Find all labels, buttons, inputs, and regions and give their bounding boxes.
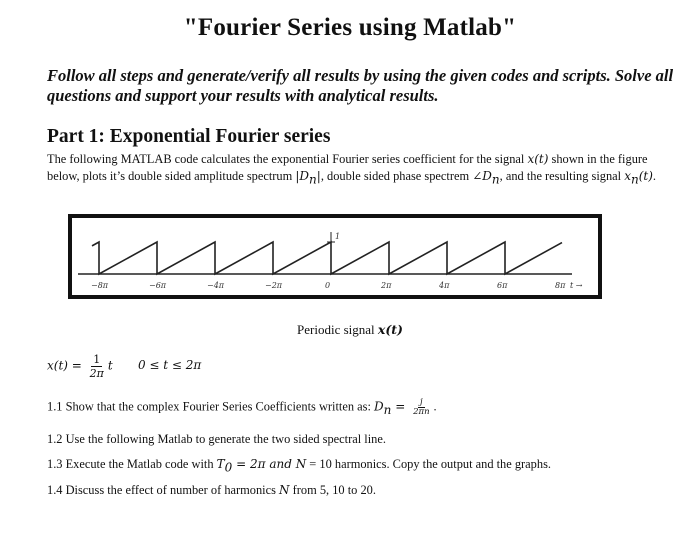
q1-sub-n: n [383, 402, 392, 417]
time-axis-label: t → [570, 281, 583, 290]
intro-text-a: The following MATLAB code calculates the exponential Fourier series coefficient for the signal [47, 152, 528, 166]
question-1-4 [47, 483, 376, 498]
q1-eq: = [391, 399, 410, 414]
q4-text-b: from 5, 10 to 20. [289, 483, 376, 497]
question-1-3 [47, 457, 551, 474]
tick-label: −6π [149, 281, 167, 290]
tick-label: −4π [207, 281, 225, 290]
intro-signal-symbol: x(t) [527, 152, 549, 166]
intro-sub-n-3: n [631, 171, 639, 186]
part-heading: Part 1: Exponential Fourier series [47, 126, 331, 147]
tick-label: 8π [555, 281, 566, 290]
intro-angle-dn: ∠D [472, 168, 492, 183]
intro-text-c: , double sided phase spectrem [320, 168, 473, 183]
caption-text: Periodic signal [297, 322, 378, 337]
intro-sub-n-2: n [491, 171, 500, 186]
q1-end: . [433, 399, 437, 414]
tick-label: 2π [381, 281, 392, 290]
signal-definition [47, 353, 201, 387]
q3-n: N [295, 457, 307, 471]
peak-label: 1 [335, 232, 341, 241]
question-1-2: 1.2 Use the following Matlab to generate the two sided spectral line. [47, 432, 386, 446]
sawtooth-waveform [92, 242, 562, 274]
q1-text: 1.1 Show that the complex Fourier Series Coefficients written as: [47, 399, 375, 414]
question-1-1 [47, 398, 437, 417]
tick-labels [91, 281, 566, 290]
q3-text-a: 1.3 Execute the Matlab code with [47, 457, 217, 471]
intro-text-d: , and the resulting signal [499, 168, 625, 183]
tick-label: 4π [439, 281, 450, 290]
fraction-denominator: 2π [89, 367, 104, 380]
q3-text-c: = 10 harmonics. Copy the output and the graphs. [306, 457, 551, 471]
page-title: "Fourier Series using Matlab" [183, 14, 517, 41]
intro-xn: x [624, 168, 631, 183]
tick-label: −8π [91, 281, 109, 290]
q1-numerator: j [419, 397, 423, 407]
definition-fraction [88, 353, 106, 380]
intro-xn-arg: (t) [638, 168, 653, 183]
definition-variable: t [107, 358, 113, 373]
sawtooth-plot [72, 218, 598, 295]
q3-text-b: = 2π and [232, 457, 296, 471]
intro-text-b: shown in the figure below, plots it’s double sided amplitude spectrum [47, 152, 648, 183]
q1-dn: D [374, 399, 384, 414]
q4-text-a: 1.4 Discuss the effect of number of harmonics [47, 483, 280, 497]
q3-t0: T [216, 457, 225, 471]
q3-sub-0: 0 [224, 460, 233, 475]
definition-range: 0 ≤ t ≤ 2π [137, 358, 202, 373]
intro-abs-close: | [316, 168, 321, 183]
definition-lhs: x(t) = [47, 358, 86, 373]
instructions: Follow all steps and generate/verify all results by using the given codes and scripts. Solve all questions and support your results with analytical results. [47, 66, 674, 105]
caption-math: x(t) [377, 322, 403, 337]
intro-sub-n: n [309, 171, 317, 186]
intro-paragraph [47, 151, 677, 187]
intro-text-e: . [652, 168, 657, 183]
tick-label: 0 [325, 281, 331, 290]
figure-caption [0, 322, 700, 338]
tick-label: −2π [265, 281, 283, 290]
signal-figure [68, 214, 602, 299]
fraction-numerator: 1 [93, 353, 101, 366]
tick-label: 6π [497, 281, 508, 290]
q1-denominator: 2πn [413, 407, 430, 417]
q4-n: N [279, 483, 290, 497]
q1-fraction [411, 398, 431, 417]
intro-abs-dn: |D [295, 168, 310, 183]
